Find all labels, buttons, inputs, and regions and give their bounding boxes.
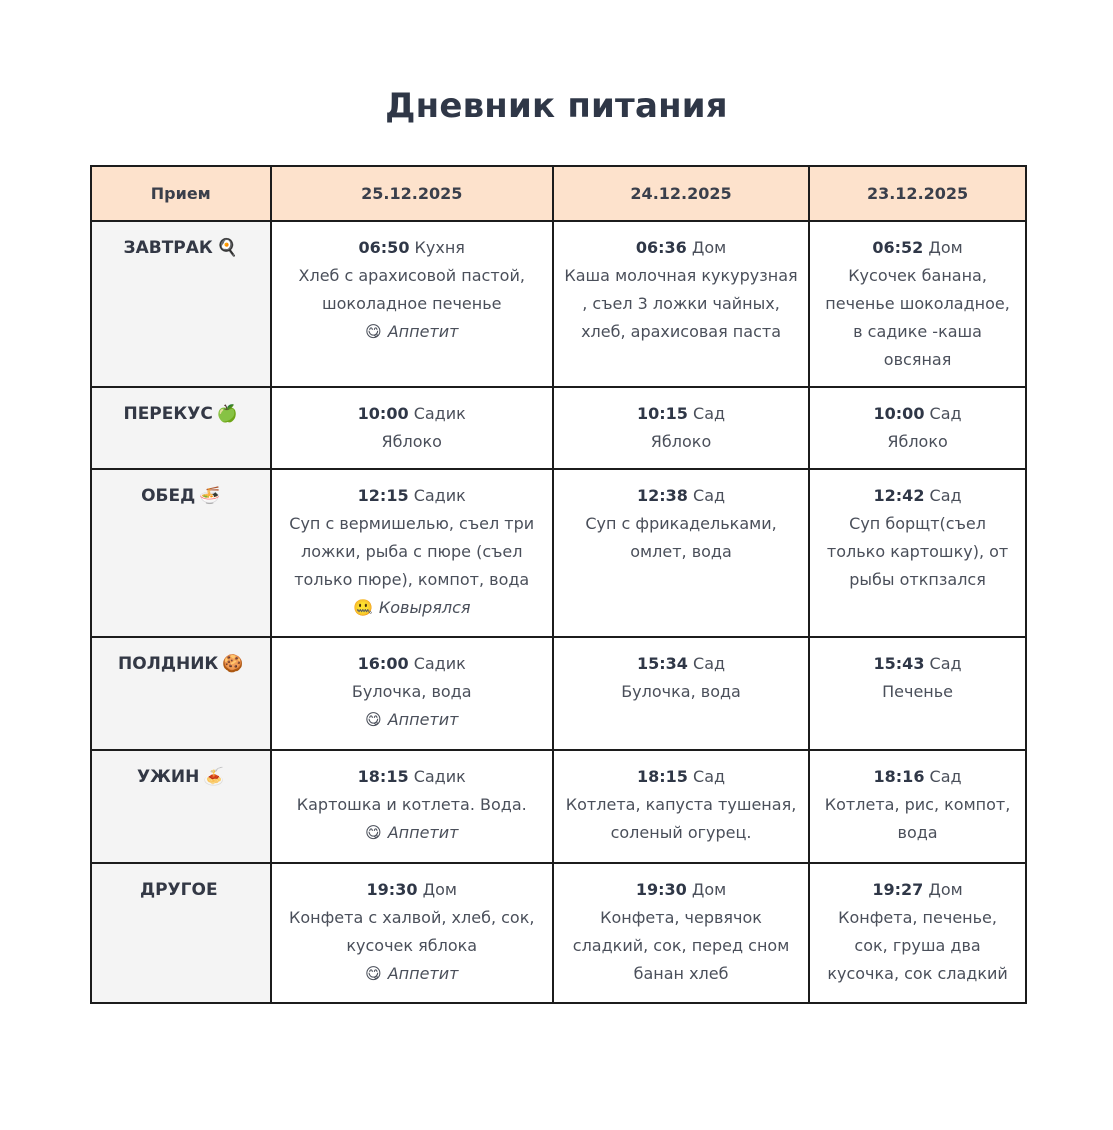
- entry-time: 10:15: [636, 404, 688, 423]
- entry-place: Дом: [928, 880, 963, 899]
- mood-label: Аппетит: [387, 823, 459, 842]
- entry-time-place: [564, 763, 798, 791]
- meal-entry-cell: [271, 221, 553, 387]
- entry-food: Яблоко: [650, 432, 712, 451]
- entry-place: Садик: [413, 767, 466, 786]
- meal-name: ЗАВТРАК: [123, 238, 213, 258]
- mood-emoji-icon: 😋: [365, 964, 382, 983]
- entry-time: 18:15: [636, 767, 688, 786]
- meal-icon: 🍝: [203, 767, 225, 787]
- entry-place: Дом: [928, 238, 963, 257]
- entry-mood: [282, 819, 542, 847]
- entry-mood: [282, 594, 542, 622]
- entry-food: Яблоко: [887, 432, 948, 451]
- entry-food: Суп с фрикадельками, омлет, вода: [585, 514, 777, 561]
- entry-mood: [282, 706, 542, 734]
- entry-time-place: [564, 876, 798, 904]
- entry-time-place: [282, 234, 542, 262]
- entry-time: 19:30: [366, 880, 418, 899]
- header-date-3: 23.12.2025: [809, 166, 1026, 221]
- entry-place: Садик: [413, 404, 466, 423]
- meal-name: УЖИН: [136, 767, 200, 787]
- meal-label-cell: [91, 469, 271, 637]
- meal-icon: 🍳: [216, 238, 238, 258]
- meal-entry-cell: [271, 863, 553, 1003]
- entry-place: Сад: [929, 404, 962, 423]
- entry-time-place: [564, 482, 798, 510]
- mood-label: Аппетит: [387, 710, 459, 729]
- entry-time: 15:43: [873, 654, 925, 673]
- meal-name: ОБЕД: [141, 486, 196, 506]
- meal-entry-cell: [271, 750, 553, 863]
- table-row: [91, 750, 1026, 863]
- meal-entry-cell: [809, 750, 1026, 863]
- meal-icon: 🍜: [199, 486, 221, 506]
- mood-emoji-icon: 😋: [365, 322, 382, 341]
- entry-time-place: [820, 763, 1015, 791]
- meal-name: ДРУГОЕ: [139, 880, 218, 900]
- entry-place: Сад: [693, 767, 726, 786]
- entry-food: Конфета с халвой, хлеб, сок, кусочек яблока: [289, 908, 535, 955]
- table-row: [91, 469, 1026, 637]
- entry-place: Сад: [693, 404, 726, 423]
- meal-entry-cell: [553, 750, 809, 863]
- entry-time: 19:27: [872, 880, 924, 899]
- entry-time: 18:15: [357, 767, 409, 786]
- entry-time: 06:36: [635, 238, 687, 257]
- header-date-2: 24.12.2025: [553, 166, 809, 221]
- mood-label: Аппетит: [387, 322, 459, 341]
- entry-food: Суп с вермишелью, съел три ложки, рыба с пюре (съел только пюре), компот, вода: [289, 514, 535, 589]
- entry-food: Хлеб с арахисовой пастой, шоколадное печенье: [298, 266, 525, 313]
- meal-entry-cell: [271, 469, 553, 637]
- entry-time-place: [282, 482, 542, 510]
- meal-icon: 🍏: [216, 404, 239, 424]
- meal-entry-cell: [809, 469, 1026, 637]
- entry-food: Каша молочная кукурузная , съел 3 ложки чайных, хлеб, арахисовая паста: [564, 266, 798, 341]
- entry-place: Сад: [929, 654, 962, 673]
- meal-entry-cell: [553, 469, 809, 637]
- meal-icon: 🍪: [222, 654, 244, 674]
- entry-time-place: [564, 650, 798, 678]
- mood-label: Ковырялся: [378, 598, 471, 617]
- entry-time: 10:00: [873, 404, 925, 423]
- entry-time-place: [282, 650, 542, 678]
- table-row: [91, 221, 1026, 387]
- entry-place: Сад: [929, 486, 962, 505]
- entry-time-place: [282, 400, 542, 428]
- meal-label-cell: [91, 750, 271, 863]
- entry-food: Картошка и котлета. Вода.: [296, 795, 527, 814]
- entry-food: Печенье: [882, 682, 954, 701]
- entry-place: Сад: [929, 767, 962, 786]
- entry-place: Кухня: [414, 238, 465, 257]
- entry-time: 18:16: [873, 767, 925, 786]
- entry-time-place: [282, 876, 542, 904]
- entry-time: 16:00: [357, 654, 409, 673]
- entry-place: Сад: [693, 654, 726, 673]
- mood-emoji-icon: 😋: [365, 823, 382, 842]
- entry-place: Сад: [693, 486, 726, 505]
- meal-entry-cell: [809, 221, 1026, 387]
- entry-food: Котлета, рис, компот, вода: [824, 795, 1011, 842]
- food-diary-table: [90, 165, 1027, 1004]
- entry-time-place: [820, 876, 1015, 904]
- entry-time-place: [820, 400, 1015, 428]
- entry-mood: [282, 960, 542, 988]
- table-row: [91, 637, 1026, 750]
- entry-food: Яблоко: [381, 432, 442, 451]
- meal-entry-cell: [553, 637, 809, 750]
- mood-label: Аппетит: [387, 964, 459, 983]
- entry-time: 06:52: [872, 238, 924, 257]
- entry-food: Котлета, капуста тушеная, соленый огурец.: [565, 795, 797, 842]
- entry-time: 19:30: [635, 880, 687, 899]
- meal-entry-cell: [553, 387, 809, 469]
- meal-entry-cell: [553, 221, 809, 387]
- entry-mood: [282, 318, 542, 346]
- meal-label-cell: [91, 387, 271, 469]
- entry-place: Дом: [691, 238, 727, 257]
- entry-food: Булочка, вода: [351, 682, 472, 701]
- meal-name: ПОЛДНИК: [118, 654, 219, 674]
- meal-name: ПЕРЕКУС: [123, 404, 213, 424]
- entry-food: Конфета, червячок сладкий, сок, перед сном банан хлеб: [572, 908, 790, 983]
- header-meal: Прием: [91, 166, 271, 221]
- meal-label-cell: [91, 221, 271, 387]
- entry-place: Садик: [413, 654, 466, 673]
- meal-entry-cell: [271, 387, 553, 469]
- header-row: [91, 166, 1026, 221]
- entry-time: 12:15: [357, 486, 409, 505]
- entry-time-place: [820, 482, 1015, 510]
- entry-time-place: [564, 400, 798, 428]
- mood-emoji-icon: 🤐: [352, 598, 373, 617]
- meal-entry-cell: [553, 863, 809, 1003]
- entry-place: Дом: [422, 880, 457, 899]
- meal-entry-cell: [809, 863, 1026, 1003]
- entry-food: Суп борщт(съел только картошку), от рыбы откпзался: [826, 514, 1009, 589]
- entry-time: 06:50: [358, 238, 410, 257]
- entry-food: Булочка, вода: [621, 682, 741, 701]
- meal-entry-cell: [809, 637, 1026, 750]
- entry-time: 12:42: [873, 486, 925, 505]
- entry-food: Кусочек банана, печенье шоколадное, в садике -каша овсяная: [825, 266, 1010, 369]
- entry-time-place: [820, 650, 1015, 678]
- entry-time: 10:00: [357, 404, 409, 423]
- meal-entry-cell: [809, 387, 1026, 469]
- header-date-1: 25.12.2025: [271, 166, 553, 221]
- entry-time-place: [564, 234, 798, 262]
- meal-label-cell: [91, 863, 271, 1003]
- entry-time-place: [282, 763, 542, 791]
- entry-food: Конфета, печенье, сок, груша два кусочка, сок сладкий: [827, 908, 1008, 983]
- entry-place: Садик: [413, 486, 466, 505]
- entry-time: 12:38: [636, 486, 688, 505]
- entry-place: Дом: [691, 880, 727, 899]
- meal-label-cell: [91, 637, 271, 750]
- mood-emoji-icon: 😋: [365, 710, 382, 729]
- entry-time: 15:34: [636, 654, 688, 673]
- meal-entry-cell: [271, 637, 553, 750]
- page-title: Дневник питания: [385, 86, 728, 126]
- table-row: [91, 387, 1026, 469]
- table-row: [91, 863, 1026, 1003]
- entry-time-place: [820, 234, 1015, 262]
